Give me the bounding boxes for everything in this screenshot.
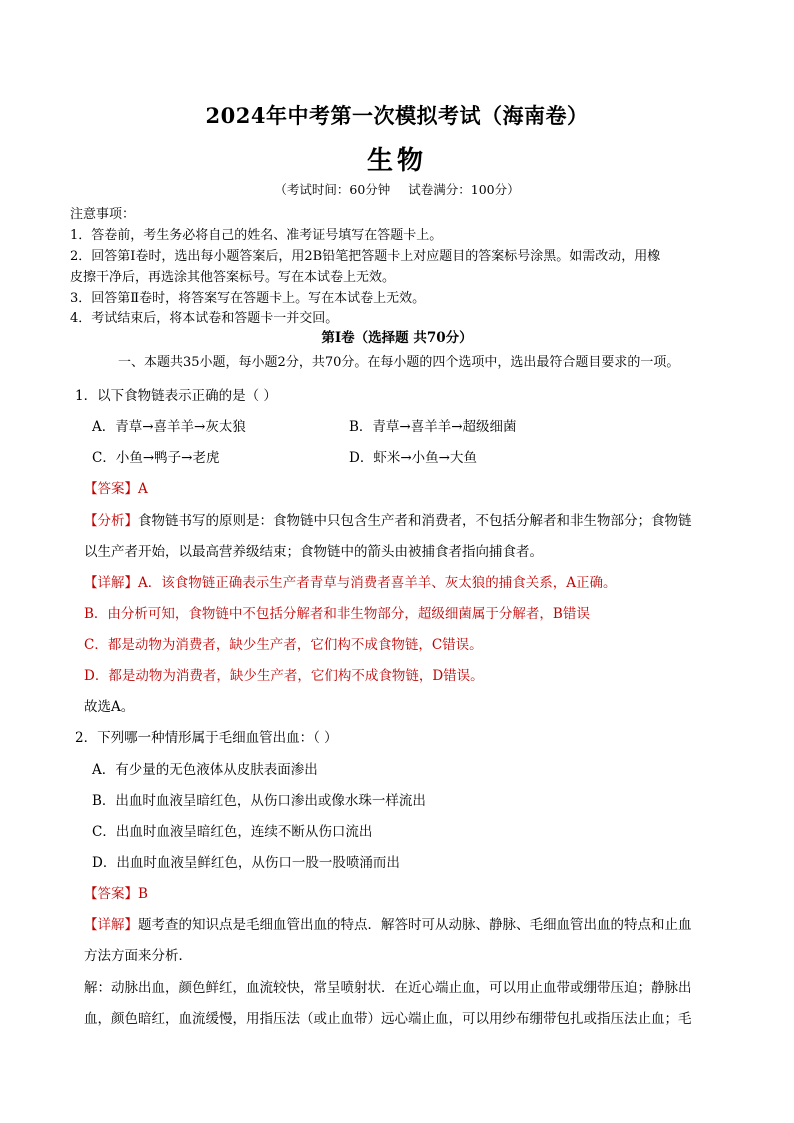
detail-text: D．都是动物为消费者，缺少生产者，它们构不成食物链，D错误。 [84,668,484,684]
question-1-option-d: D．虾米→小鱼→大鱼 [349,450,477,466]
question-2-answer [84,882,148,902]
subject-title: 生物 [366,146,427,176]
detail-tag: 【详解】 [84,917,138,933]
question-1-option-c: C．小鱼→鸭子→老虎 [92,450,220,466]
answer-value: A [138,481,148,497]
question-2-option-d: D．出血时血液呈鲜红色，从伤口一股一股喷涌而出 [92,855,400,871]
exam-title: 2024年中考第一次模拟考试（海南卷） [205,103,589,128]
detail-text: C．都是动物为消费者，缺少生产者，它们构不成食物链，C错误。 [84,637,483,653]
note-item: 皮擦干净后，再选涂其他答案标号。写在本试卷上无效。 [70,270,396,285]
analysis-text: 以生产者开始，以最高营养级结束；食物链中的箭头由被捕食者指向捕食者。 [84,544,543,560]
analysis-text: 食物链书写的原则是：食物链中只包含生产者和消费者，不包括分解者和非生物部分；食物链 [138,513,692,529]
question-2-option-b: B．出血时血液呈暗红色，从伤口渗出或像水珠一样流出 [92,793,426,809]
detail-text: 解：动脉出血，颜色鲜红，血流较快，常呈喷射状．在近心端止血，可以用止血带或绷带压迫；静脉出 [84,980,692,996]
detail-text: A．该食物链正确表示生产者青草与消费者喜羊羊、灰太狼的捕食关系，A正确。 [138,575,617,591]
answer-tag: 【答案】 [84,886,138,902]
note-item: 4．考试结束后，将本试卷和答题卡一并交回。 [70,311,339,326]
section-title: 第Ⅰ卷（选择题 共70分） [321,330,473,346]
exam-score: 试卷满分：100分） [408,182,520,197]
question-1-conclusion: 故选A。 [84,699,135,715]
note-item: 2．回答第Ⅰ卷时，选出每小题答案后，用2B铅笔把答题卡上对应题目的答案标号涂黑。如需改动，用橡 [70,249,661,264]
exam-meta [0,180,794,198]
section-intro: 一、本题共35小题，每小题2分，共70分。在每小题的四个选项中，选出最符合题目要求的一项。 [118,355,680,370]
detail-text: B．由分析可知，食物链中不包括分解者和非生物部分，超级细菌属于分解者，B错误 [84,606,590,622]
exam-time: （考试时间：60分钟 [274,182,391,197]
notes-heading: 注意事项： [70,207,136,222]
question-2-detail [84,913,692,933]
analysis-tag: 【分析】 [84,513,138,529]
detail-text: 血，颜色暗红，血流缓慢，用指压法（或止血带）远心端止血，可以用纱布绷带包扎或指压法止血；毛 [84,1011,692,1027]
question-1-analysis [84,509,692,529]
question-2-stem: 2．下列哪一种情形属于毛细血管出血：（ ） [75,730,338,746]
question-1-option-a: A．青草→喜羊羊→灰太狼 [92,419,246,435]
question-2-option-a: A．有少量的无色液体从皮肤表面渗出 [92,762,318,778]
note-item: 3．回答第Ⅱ卷时，将答案写在答题卡上。写在本试卷上无效。 [70,291,426,306]
answer-tag: 【答案】 [84,481,138,497]
detail-text: 题考查的知识点是毛细血管出血的特点．解答时可从动脉、静脉、毛细血管出血的特点和止血 [138,917,692,933]
detail-text: 方法方面来分析． [84,948,192,964]
detail-tag: 【详解】 [84,575,138,591]
answer-value: B [138,886,148,902]
note-item: 1．答卷前，考生务必将自己的姓名、准考证号填写在答题卡上。 [70,228,443,243]
question-1-answer [84,477,148,497]
question-1-option-b: B．青草→喜羊羊→超级细菌 [349,419,517,435]
question-2-option-c: C．出血时血液呈暗红色，连续不断从伤口流出 [92,824,373,840]
question-1-detail [84,571,617,591]
question-1-stem: 1．以下食物链表示正确的是（ ） [75,388,277,404]
